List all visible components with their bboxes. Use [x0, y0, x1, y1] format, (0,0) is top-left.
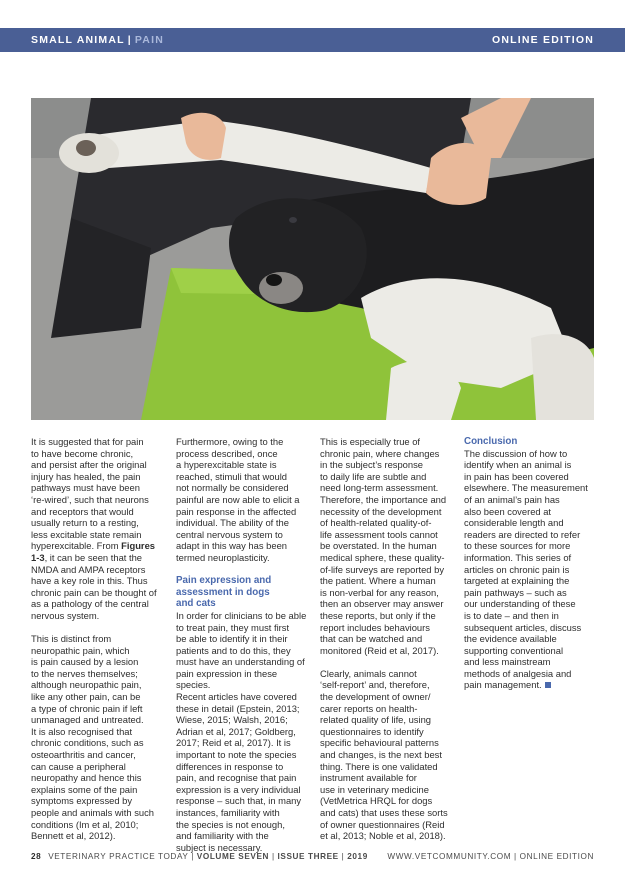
topic-name: PAIN	[134, 34, 164, 46]
article-column-2	[176, 436, 312, 865]
paragraph	[464, 448, 594, 691]
section-heading-pain-expression: Pain expression and assessment in dogs and cats	[176, 575, 272, 610]
volume-label: VOLUME SEVEN	[196, 852, 270, 861]
website-link[interactable]: WWW.VETCOMMUNITY.COM	[387, 852, 512, 861]
edition-label: ONLINE EDITION	[492, 34, 594, 46]
magazine-name: VETERINARY PRACTICE TODAY	[48, 852, 189, 861]
issue-label: ISSUE THREE	[277, 852, 339, 861]
footer-separator: |	[341, 852, 345, 861]
text-run: It is suggested that for pain to have become chronic, and persist after the original injury has healed, the pain pathways must have been ‘re-wired’, such that neurons and receptors that would usually return to a resting, less excitable state remain hyperexcitable. From	[31, 436, 149, 552]
section-name: SMALL ANIMAL	[31, 34, 125, 46]
header-separator: |	[127, 34, 132, 46]
article-column-3	[320, 436, 456, 853]
footer-website-info	[387, 852, 594, 862]
year-label: 2019	[347, 852, 368, 861]
article-column-1	[31, 436, 167, 853]
page-number: 28	[31, 852, 42, 861]
footer-separator: |	[514, 852, 517, 861]
section-heading-conclusion: Conclusion	[464, 436, 518, 447]
footer-separator: |	[271, 852, 275, 861]
paragraph: In order for clinicians to be able to treat pain, they must first be able to identify it in their patients and to do this, they must have an understanding of pain expression in these species. Recent articles have covered these in detail (Epstein, 2013; Wiese, 2015; Walsh, 2016; Adrian et al, 2017; Goldberg, 2017; Reid et al, 2017). It is important to note the species differences in response to pain, and recognise that pain expression is a very individual response – such that, in many instances, familiarity with the species is not enough, and familiarity with the subject is necessary.	[176, 609, 307, 853]
text-run: The discussion of how to identify when an animal is in pain has been covered elsewhere. The measurement of an animal’s pain has also been covered at considerable length and readers are directed to refer to these sources for more information. This series of articles on chronic pain is targeted at explaining the pain pathways – such as our understanding of these is to date – and then in subsequent articles, discuss the evidence available supporting conventional and less mainstream methods of analgesia and pain management.	[464, 447, 588, 691]
paragraph: Clearly, animals cannot ‘self-report’ and, therefore, the development of owner/ carer reports on health- related quality of life, using questionnaires to identify specific behavioural patterns and changes, is the next best thing. There is one validated instrument available for use in veterinary medicine (VetMetrica HRQL for dogs and cats) that uses these sorts of owner questionnaires (Reid et al, 2013; Noble et al, 2018).	[320, 667, 448, 842]
footer-edition: ONLINE EDITION	[519, 852, 594, 861]
text-run: , it can be seen that the NMDA and AMPA receptors have a key role in this. Thus chronic pain can be thought of as a pathology of the central nervous system.	[31, 551, 157, 621]
article-column-4	[464, 436, 594, 703]
footer-separator: |	[191, 852, 194, 861]
section-label	[31, 34, 164, 46]
photo-illustration	[31, 98, 594, 420]
end-of-article-icon	[545, 682, 551, 688]
paragraph: Furthermore, owing to the process described, once a hyperexcitable state is reached, stimuli that would not normally be considered painful are now able to elicit a pain response in the affected individual. The ability of the central nervous system to adapt in this way has been termed neuroplasticity.	[176, 436, 300, 563]
paragraph: This is especially true of chronic pain, where changes in the subject’s response to daily life are subtle and need long-term assessment. Therefore, the importance and necessity of the development of health-related quality-of- life assessment tools cannot be overstated. In the human medical sphere, these quality- of-life surveys are reported by the patient. Where a human is non-verbal for any reason, then an observer may answer these reports, but only if the report includes behaviours that can be watched and monitored (Reid et al, 2017).	[320, 436, 447, 656]
footer-publication-info	[31, 852, 368, 862]
figure-reference: Figures 1-3	[31, 540, 156, 563]
header-bar	[0, 28, 625, 52]
paragraph	[31, 436, 167, 622]
photo-dog-on-mat	[31, 98, 594, 420]
paragraph: This is distinct from neuropathic pain, which is pain caused by a lesion to the nerves themselves; although neuropathic pain, like any other pain, can be a type of chronic pain if left unmanaged and untreated. It is also recognised that chronic conditions, such as osteoarthritis and cancer, can cause a peripheral neuropathy and hence this explains some of the pain symptoms expressed by people and animals with such conditions (Im et al, 2010; Bennett et al, 2012).	[31, 633, 154, 842]
